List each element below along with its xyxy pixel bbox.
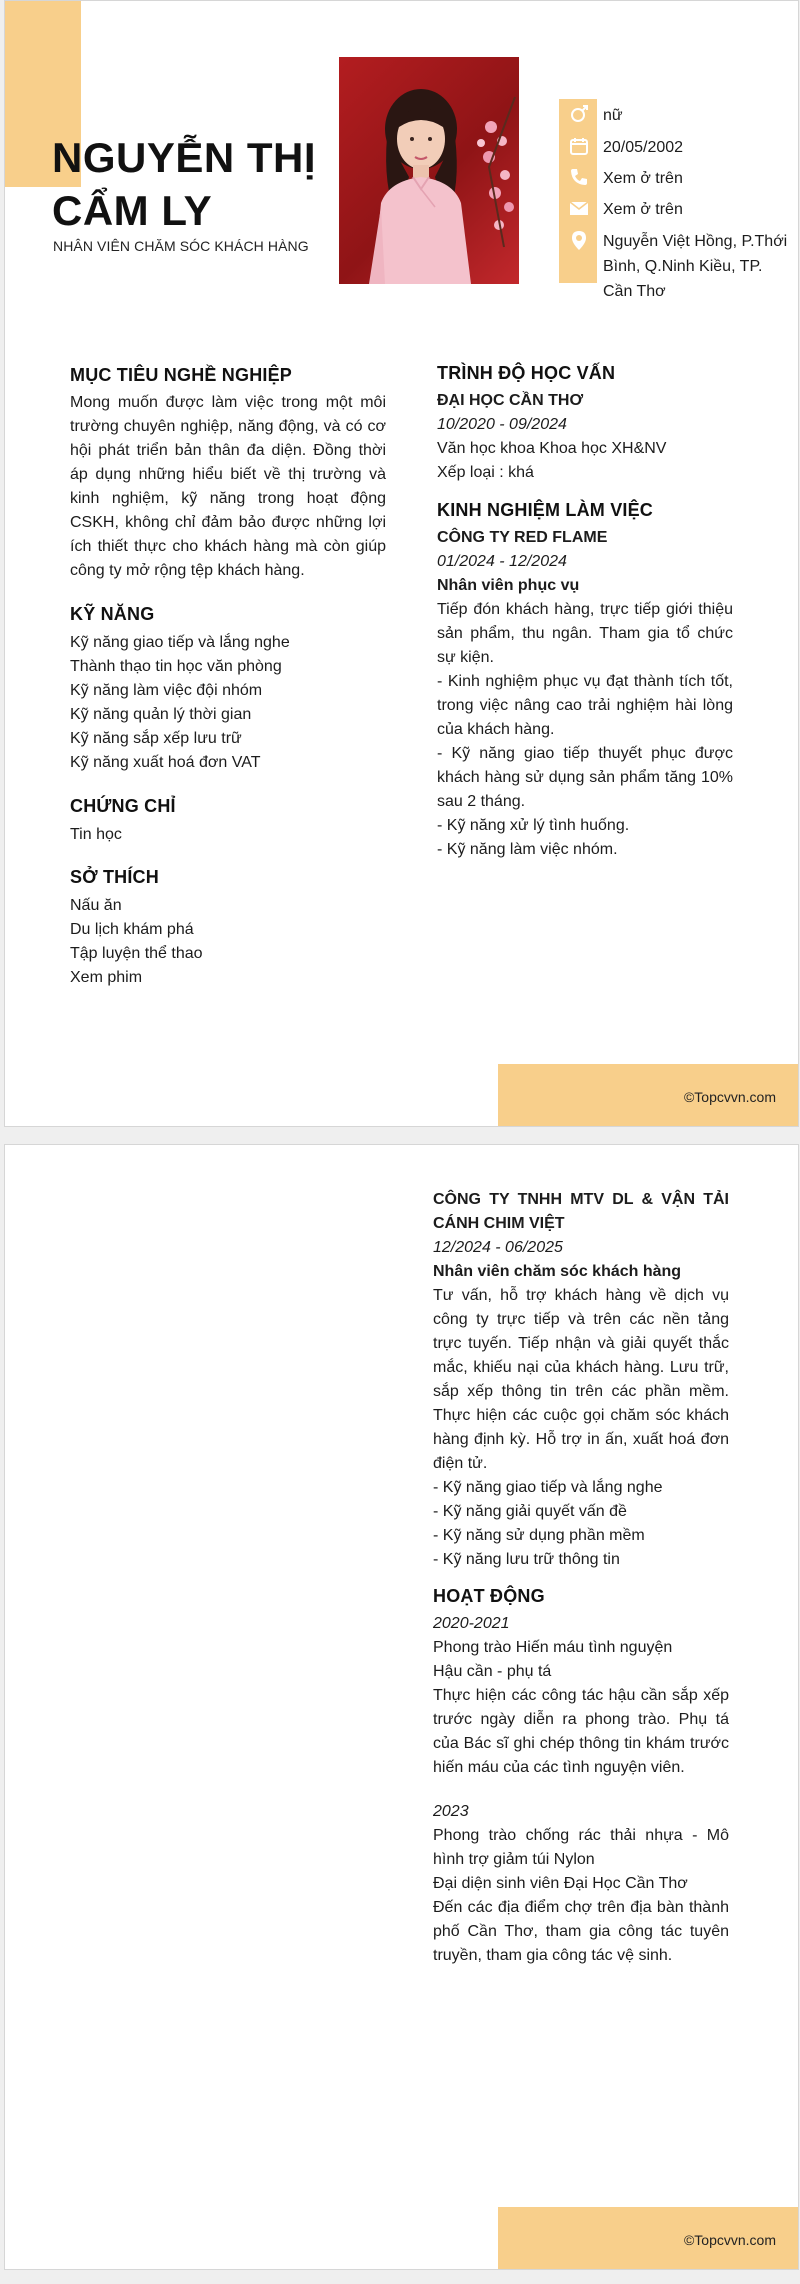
job1-description: Tiếp đón khách hàng, trực tiếp giới thiệu sản phẩm, thu ngân. Tham gia tổ chức sự kiện. bbox=[437, 601, 733, 666]
hobby-item: Xem phim bbox=[70, 969, 143, 986]
education-grade: Xếp loại : khá bbox=[437, 464, 534, 481]
education-title: TRÌNH ĐỘ HỌC VẤN bbox=[437, 363, 616, 383]
skills-title: KỸ NĂNG bbox=[70, 604, 155, 624]
education-school: ĐẠI HỌC CẦN THƠ bbox=[437, 392, 584, 409]
job1-bullet: - Kỹ năng xử lý tình huống. bbox=[437, 817, 630, 834]
cv-page-2 bbox=[4, 1144, 799, 2270]
email-value: Xem ở trên bbox=[603, 201, 683, 218]
job2-period: 12/2024 - 06/2025 bbox=[433, 1239, 563, 1256]
job-title: NHÂN VIÊN CHĂM SÓC KHÁCH HÀNG bbox=[53, 238, 309, 254]
activity2-name: Phong trào chống rác thải nhựa - Mô hình trợ giảm túi Nylon bbox=[433, 1827, 729, 1868]
contact-icon-strip bbox=[559, 99, 597, 283]
education-period: 10/2020 - 09/2024 bbox=[437, 416, 567, 433]
education-major: Văn học khoa Khoa học XH&NV bbox=[437, 440, 667, 457]
activity2-description: Đến các địa điểm chợ trên địa bàn thành phố Cần Thơ, tham gia công tác tuyên truyền, tham gia công tác vệ sinh. bbox=[433, 1899, 729, 1964]
gender-icon bbox=[568, 103, 590, 125]
job2-bullet: - Kỹ năng lưu trữ thông tin bbox=[433, 1551, 620, 1568]
job1-role: Nhân viên phục vụ bbox=[437, 577, 580, 594]
activity1-name: Phong trào Hiến máu tình nguyện bbox=[433, 1639, 673, 1656]
skill-item: Kỹ năng quản lý thời gian bbox=[70, 706, 252, 723]
experience-title: KINH NGHIỆM LÀM VIỆC bbox=[437, 500, 654, 520]
skill-item: Kỹ năng làm việc đội nhóm bbox=[70, 682, 263, 699]
job1-bullet: - Kinh nghiệm phục vụ đạt thành tích tốt, trong việc nâng cao trải nghiệm hài lòng của khách hàng. bbox=[437, 673, 733, 738]
footer-watermark: ©Topcvvn.com bbox=[683, 1089, 776, 1105]
hobby-item: Tập luyện thể thao bbox=[70, 945, 203, 962]
location-icon bbox=[568, 229, 590, 251]
address-value: Nguyễn Việt Hồng, P.Thới Bình, Q.Ninh Kiều, TP. Cần Thơ bbox=[603, 233, 788, 300]
name-line-2: CẨM LY bbox=[52, 187, 213, 234]
name-line-1: NGUYỄN THỊ bbox=[52, 134, 317, 181]
job2-company: CÔNG TY TNHH MTV DL & VẬN TẢI CÁNH CHIM VIỆT bbox=[433, 1191, 729, 1232]
job1-period: 01/2024 - 12/2024 bbox=[437, 553, 567, 570]
activity2-year: 2023 bbox=[433, 1803, 469, 1820]
job1-bullet: - Kỹ năng giao tiếp thuyết phục được khách hàng sử dụng sản phẩm tăng 10% sau 2 tháng. bbox=[437, 745, 733, 810]
job2-bullet: - Kỹ năng giao tiếp và lắng nghe bbox=[433, 1479, 663, 1496]
activity1-year: 2020-2021 bbox=[433, 1615, 510, 1632]
job1-bullet: - Kỹ năng làm việc nhóm. bbox=[437, 841, 618, 858]
job2-description: Tư vấn, hỗ trợ khách hàng về dịch vụ công ty trực tiếp và trên các nền tảng trực tuyến. Tiếp nhận và giải quyết thắc mắc, khiếu nại của khách hàng. Lưu trữ, sắp xếp thông tin trên các phần mềm. Thực hiện các cuộc gọi chăm sóc khách hàng định kỳ. Hỗ trợ in ấn, xuất hoá đơn điện tử. bbox=[433, 1287, 729, 1472]
profile-photo bbox=[339, 57, 519, 284]
certificates-title: CHỨNG CHỈ bbox=[70, 796, 176, 816]
job2-bullet: - Kỹ năng giải quyết vấn đề bbox=[433, 1503, 627, 1520]
objective-text: Mong muốn được làm việc trong một môi trường chuyên nghiệp, năng động, và có cơ hội phát triển bản thân đa diện. Đồng thời áp dụng những hiểu biết về thị trường và kinh nghiệm, kỹ năng trong hoạt động CSKH, không chỉ đảm bảo được những lợi ích thiết thực cho khách hàng mà còn giúp công ty mở rộng tệp khách hàng. bbox=[70, 394, 386, 579]
job1-company: CÔNG TY RED FLAME bbox=[437, 529, 608, 546]
skill-item: Kỹ năng giao tiếp và lắng nghe bbox=[70, 634, 290, 651]
email-icon bbox=[568, 197, 590, 219]
skill-item: Kỹ năng xuất hoá đơn VAT bbox=[70, 754, 261, 771]
cv-page-1 bbox=[4, 0, 799, 1127]
certificate-item: Tin học bbox=[70, 826, 122, 843]
job2-role: Nhân viên chăm sóc khách hàng bbox=[433, 1263, 682, 1280]
skill-item: Kỹ năng sắp xếp lưu trữ bbox=[70, 730, 242, 747]
phone-value: Xem ở trên bbox=[603, 170, 683, 187]
candidate-name bbox=[52, 131, 316, 237]
objective-title: MỤC TIÊU NGHỀ NGHIỆP bbox=[70, 365, 293, 385]
hobby-item: Nấu ăn bbox=[70, 897, 122, 914]
gender-value: nữ bbox=[603, 107, 623, 124]
hobby-item: Du lịch khám phá bbox=[70, 921, 194, 938]
activities-title: HOẠT ĐỘNG bbox=[433, 1586, 545, 1606]
job2-bullet: - Kỹ năng sử dụng phần mềm bbox=[433, 1527, 645, 1544]
footer-watermark: ©Topcvvn.com bbox=[683, 2232, 776, 2248]
activity1-role: Hậu cần - phụ tá bbox=[433, 1663, 552, 1680]
activity1-description: Thực hiện các công tác hậu cần sắp xếp trước ngày diễn ra phong trào. Phụ tá của Bác sĩ ghi chép thông tin khám trước hiến máu của các tình nguyện viên. bbox=[433, 1687, 729, 1776]
hobbies-title: SỞ THÍCH bbox=[70, 867, 159, 887]
phone-icon bbox=[568, 166, 590, 188]
calendar-icon bbox=[568, 135, 590, 157]
activity2-role: Đại diện sinh viên Đại Học Cần Thơ bbox=[433, 1875, 688, 1892]
skill-item: Thành thạo tin học văn phòng bbox=[70, 658, 282, 675]
birthday-value: 20/05/2002 bbox=[603, 139, 684, 156]
